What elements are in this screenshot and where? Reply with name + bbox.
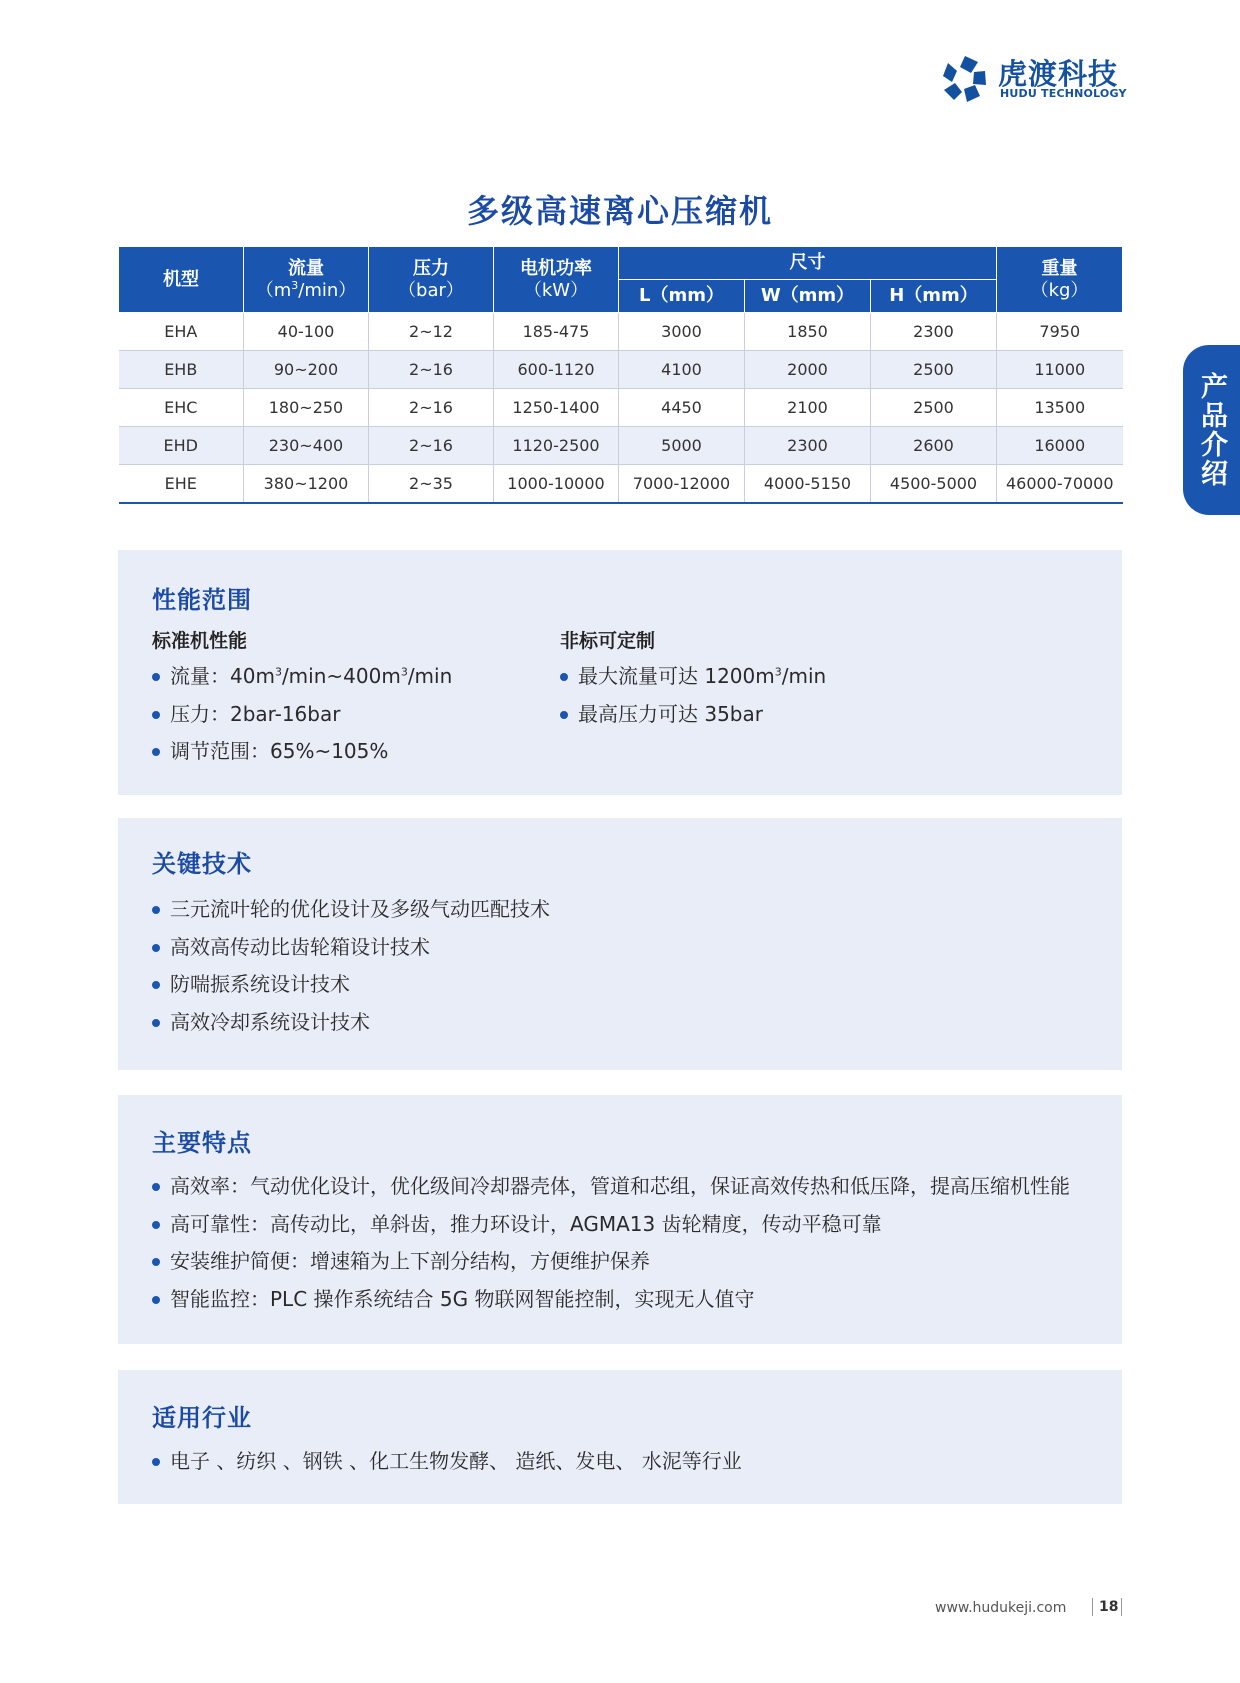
header-size: 尺寸 — [619, 247, 997, 280]
table-cell: 13500 — [997, 389, 1123, 427]
table-cell: 230~400 — [244, 427, 369, 465]
page-number: 18 — [1099, 1599, 1119, 1615]
table-cell: 2~16 — [369, 427, 494, 465]
table-row — [119, 313, 1123, 351]
table-cell: EHE — [119, 465, 244, 504]
header-size-l: L（mm） — [619, 280, 745, 313]
list-item: 高效率：气动优化设计，优化级间冷却器壳体，管道和芯组，保证高效传热和低压降，提高压缩机性能 — [152, 1171, 1070, 1209]
section-industries — [118, 1370, 1122, 1504]
section-title: 主要特点 — [152, 1129, 252, 1157]
industries-list — [152, 1446, 742, 1484]
list-item: 最大流量可达 $1200m^3/\min$ — [560, 661, 826, 699]
list-item: 三元流叶轮的优化设计及多级气动匹配技术 — [152, 894, 550, 932]
header-model: 机型 — [119, 247, 244, 313]
brand-name-cn: 虎渡科技 — [998, 57, 1119, 91]
table-cell: 2~16 — [369, 351, 494, 389]
table-cell: 600-1120 — [494, 351, 619, 389]
table-cell: EHB — [119, 351, 244, 389]
brand-name-en: HUDU TECHNOLOGY — [1000, 87, 1127, 100]
table-cell: 2100 — [745, 389, 871, 427]
table-cell: EHA — [119, 313, 244, 351]
section-title: 性能范围 — [152, 586, 252, 614]
table-cell: 16000 — [997, 427, 1123, 465]
side-tab-label: 产品介绍 — [1196, 372, 1227, 488]
table-cell: 2~16 — [369, 389, 494, 427]
table-cell: EHC — [119, 389, 244, 427]
table-cell: 4450 — [619, 389, 745, 427]
table-cell: 4000-5150 — [745, 465, 871, 504]
table-cell: 1120-2500 — [494, 427, 619, 465]
footer-url[interactable]: www.hudukeji.com — [935, 1600, 1067, 1616]
spec-table — [118, 247, 1123, 504]
table-cell: 2000 — [745, 351, 871, 389]
table-cell: 40-100 — [244, 313, 369, 351]
header-size-h: H（mm） — [871, 280, 997, 313]
header-weight: 重量 （kg） — [997, 247, 1123, 313]
brand-logo — [940, 52, 1130, 104]
list-item: 安装维护简便：增速箱为上下剖分结构，方便维护保养 — [152, 1246, 1070, 1284]
header-flow: 流量 $(m^3/\min)$ — [244, 247, 369, 313]
table-cell: 2~35 — [369, 465, 494, 504]
custom-list — [560, 661, 826, 736]
table-cell: 2~12 — [369, 313, 494, 351]
section-features — [118, 1095, 1122, 1344]
list-item: 高效高传动比齿轮箱设计技术 — [152, 932, 550, 970]
table-cell: 5000 — [619, 427, 745, 465]
list-item: 智能监控：PLC 操作系统结合 5G 物联网智能控制，实现无人值守 — [152, 1284, 1070, 1322]
table-cell: 90~200 — [244, 351, 369, 389]
footer-divider — [1121, 1598, 1122, 1616]
section-title: 关键技术 — [152, 850, 252, 878]
list-item: 防喘振系统设计技术 — [152, 969, 550, 1007]
table-cell: 7000-12000 — [619, 465, 745, 504]
footer-divider — [1092, 1598, 1093, 1616]
table-cell: 4500-5000 — [871, 465, 997, 504]
table-cell: 2600 — [871, 427, 997, 465]
table-cell: 3000 — [619, 313, 745, 351]
key-tech-list — [152, 894, 550, 1044]
list-item: 高可靠性：高传动比，单斜齿，推力环设计，AGMA13 齿轮精度，传动平稳可靠 — [152, 1209, 1070, 1247]
table-cell: 46000-70000 — [997, 465, 1123, 504]
table-cell: 4100 — [619, 351, 745, 389]
features-list — [152, 1171, 1070, 1321]
table-cell: 380~1200 — [244, 465, 369, 504]
table-cell: 2300 — [745, 427, 871, 465]
section-performance — [118, 550, 1122, 795]
list-item: 最高压力可达 35bar — [560, 699, 826, 737]
list-item: 调节范围：65%~105% — [152, 736, 452, 774]
side-tab-product-intro[interactable] — [1183, 345, 1240, 515]
table-cell: EHD — [119, 427, 244, 465]
section-key-tech — [118, 818, 1122, 1070]
table-cell: 2500 — [871, 389, 997, 427]
header-size-w: W（mm） — [745, 280, 871, 313]
table-row — [119, 427, 1123, 465]
table-cell: 180~250 — [244, 389, 369, 427]
list-item: 压力：2bar-16bar — [152, 699, 452, 737]
table-row — [119, 465, 1123, 504]
page-title: 多级高速离心压缩机 — [466, 192, 773, 230]
brand-logo-icon — [940, 54, 990, 104]
standard-list — [152, 661, 452, 774]
list-item: 高效冷却系统设计技术 — [152, 1007, 550, 1045]
list-item: 电子 、纺织 、钢铁 、化工生物发酵、 造纸、发电、 水泥等行业 — [152, 1446, 742, 1484]
table-row — [119, 351, 1123, 389]
section-title: 适用行业 — [152, 1404, 252, 1432]
table-cell: 7950 — [997, 313, 1123, 351]
table-row — [119, 389, 1123, 427]
table-cell: 1000-10000 — [494, 465, 619, 504]
table-cell: 2500 — [871, 351, 997, 389]
table-cell: 2300 — [871, 313, 997, 351]
custom-title: 非标可定制 — [560, 630, 656, 652]
standard-title: 标准机性能 — [152, 630, 248, 652]
header-power: 电机功率 （kW） — [494, 247, 619, 313]
table-cell: 11000 — [997, 351, 1123, 389]
table-cell: 1850 — [745, 313, 871, 351]
table-cell: 185-475 — [494, 313, 619, 351]
list-item: 流量：$40m^3/\min\sim 400m^3/\min$ — [152, 661, 452, 699]
header-pressure: 压力 （bar） — [369, 247, 494, 313]
table-cell: 1250-1400 — [494, 389, 619, 427]
